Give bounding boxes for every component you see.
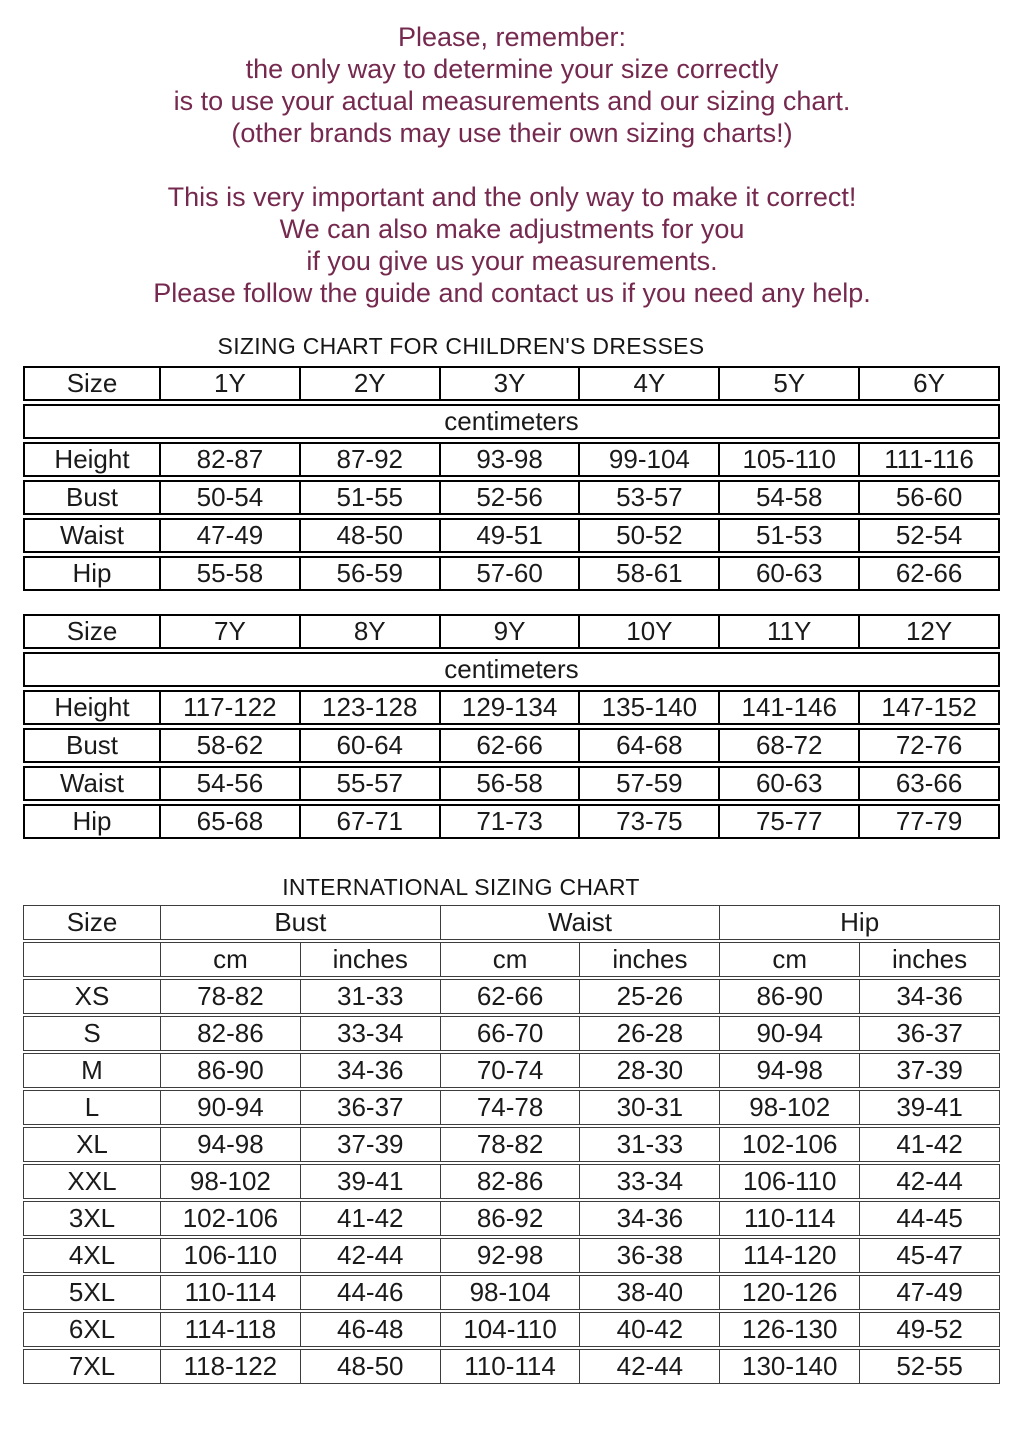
unit-header-cell: inches: [860, 942, 1000, 977]
value-cell: 63-66: [860, 766, 1000, 801]
row-label-cell: Hip: [23, 804, 161, 839]
col-header-cell: 8Y: [301, 614, 441, 649]
table-row: [23, 979, 1000, 1014]
value-cell: 57-59: [580, 766, 720, 801]
value-cell: 44-46: [301, 1275, 441, 1310]
value-cell: 86-92: [441, 1201, 581, 1236]
value-cell: 70-74: [441, 1053, 581, 1088]
unit-row: [23, 652, 1000, 687]
value-cell: 42-44: [301, 1238, 441, 1273]
unit-header-cell: cm: [720, 942, 860, 977]
value-cell: 129-134: [441, 690, 581, 725]
value-cell: 31-33: [580, 1127, 720, 1162]
value-cell: 26-28: [580, 1016, 720, 1051]
value-cell: 42-44: [860, 1164, 1000, 1199]
table-row: [23, 1312, 1000, 1347]
value-cell: 51-53: [720, 518, 860, 553]
value-cell: 98-102: [161, 1164, 301, 1199]
value-cell: 120-126: [720, 1275, 860, 1310]
value-cell: 34-36: [301, 1053, 441, 1088]
unit-row: [23, 404, 1000, 439]
value-cell: 110-114: [161, 1275, 301, 1310]
intro-line: the only way to determine your size correctly: [245, 54, 779, 84]
value-cell: 68-72: [720, 728, 860, 763]
value-cell: 55-58: [161, 556, 301, 591]
waist-group-header-cell: Waist: [441, 905, 721, 940]
table-row: [23, 480, 1000, 515]
value-cell: 71-73: [441, 804, 581, 839]
table-row: [23, 804, 1000, 839]
value-cell: 86-90: [720, 979, 860, 1014]
unit-header-cell: cm: [161, 942, 301, 977]
row-label-cell: Bust: [23, 728, 161, 763]
table-row: [23, 518, 1000, 553]
value-cell: 44-45: [860, 1201, 1000, 1236]
value-cell: 48-50: [301, 1349, 441, 1384]
value-cell: 98-102: [720, 1090, 860, 1125]
hip-group-header-cell: Hip: [720, 905, 1000, 940]
row-label-cell: Waist: [23, 518, 161, 553]
value-cell: 25-26: [580, 979, 720, 1014]
value-cell: 49-52: [860, 1312, 1000, 1347]
table-row: [23, 728, 1000, 763]
value-cell: 111-116: [860, 442, 1000, 477]
table-row: [23, 1016, 1000, 1051]
value-cell: 72-76: [860, 728, 1000, 763]
value-cell: 33-34: [580, 1164, 720, 1199]
value-cell: 58-61: [580, 556, 720, 591]
col-header-cell: 12Y: [860, 614, 1000, 649]
row-label-cell: XXL: [23, 1164, 161, 1199]
row-label-cell: 6XL: [23, 1312, 161, 1347]
value-cell: 102-106: [161, 1201, 301, 1236]
value-cell: 102-106: [720, 1127, 860, 1162]
value-cell: 82-86: [441, 1164, 581, 1199]
row-label-cell: XS: [23, 979, 161, 1014]
col-header-cell: 6Y: [860, 366, 1000, 401]
paragraph-gap: [0, 149, 1024, 181]
value-cell: 94-98: [720, 1053, 860, 1088]
value-cell: 60-64: [301, 728, 441, 763]
value-cell: 60-63: [720, 556, 860, 591]
table-row: [23, 1090, 1000, 1125]
table-row: [23, 1349, 1000, 1384]
table-row: [23, 556, 1000, 591]
value-cell: 106-110: [720, 1164, 860, 1199]
empty-cell: [23, 942, 161, 977]
row-label-cell: L: [23, 1090, 161, 1125]
value-cell: 54-56: [161, 766, 301, 801]
value-cell: 52-55: [860, 1349, 1000, 1384]
row-label-cell: Height: [23, 690, 161, 725]
value-cell: 33-34: [301, 1016, 441, 1051]
value-cell: 110-114: [441, 1349, 581, 1384]
value-cell: 87-92: [301, 442, 441, 477]
value-cell: 51-55: [301, 480, 441, 515]
table-row: [23, 1127, 1000, 1162]
value-cell: 141-146: [720, 690, 860, 725]
col-header-cell: 4Y: [580, 366, 720, 401]
col-header-cell: 10Y: [580, 614, 720, 649]
value-cell: 114-120: [720, 1238, 860, 1273]
col-header-cell: 7Y: [161, 614, 301, 649]
col-header-cell: 2Y: [301, 366, 441, 401]
intro-line: This is very important and the only way to make it correct!: [167, 182, 857, 212]
children-sizes-table-2: [23, 611, 1000, 842]
value-cell: 40-42: [580, 1312, 720, 1347]
value-cell: 36-37: [301, 1090, 441, 1125]
value-cell: 37-39: [301, 1127, 441, 1162]
value-cell: 56-58: [441, 766, 581, 801]
value-cell: 67-71: [301, 804, 441, 839]
intro-line: Please, remember:: [397, 22, 627, 52]
value-cell: 48-50: [301, 518, 441, 553]
value-cell: 82-87: [161, 442, 301, 477]
row-label-cell: Bust: [23, 480, 161, 515]
sub-header-row: [23, 942, 1000, 977]
value-cell: 78-82: [441, 1127, 581, 1162]
value-cell: 55-57: [301, 766, 441, 801]
size-label-cell: Size: [23, 905, 161, 940]
value-cell: 49-51: [441, 518, 581, 553]
unit-cell: centimeters: [23, 404, 1000, 439]
unit-header-cell: inches: [580, 942, 720, 977]
header-row: [23, 366, 1000, 401]
value-cell: 62-66: [441, 979, 581, 1014]
value-cell: 65-68: [161, 804, 301, 839]
value-cell: 106-110: [161, 1238, 301, 1273]
value-cell: 64-68: [580, 728, 720, 763]
value-cell: 53-57: [580, 480, 720, 515]
unit-header-cell: inches: [301, 942, 441, 977]
value-cell: 105-110: [720, 442, 860, 477]
header-row: [23, 905, 1000, 940]
row-label-cell: Waist: [23, 766, 161, 801]
table-row: [23, 1201, 1000, 1236]
row-label-cell: 3XL: [23, 1201, 161, 1236]
row-label-cell: Hip: [23, 556, 161, 591]
value-cell: 66-70: [441, 1016, 581, 1051]
value-cell: 52-54: [860, 518, 1000, 553]
value-cell: 30-31: [580, 1090, 720, 1125]
value-cell: 54-58: [720, 480, 860, 515]
value-cell: 56-59: [301, 556, 441, 591]
col-header-cell: 11Y: [720, 614, 860, 649]
value-cell: 58-62: [161, 728, 301, 763]
value-cell: 34-36: [860, 979, 1000, 1014]
table-row: [23, 1275, 1000, 1310]
value-cell: 99-104: [580, 442, 720, 477]
value-cell: 77-79: [860, 804, 1000, 839]
value-cell: 147-152: [860, 690, 1000, 725]
value-cell: 92-98: [441, 1238, 581, 1273]
value-cell: 114-118: [161, 1312, 301, 1347]
value-cell: 41-42: [860, 1127, 1000, 1162]
value-cell: 93-98: [441, 442, 581, 477]
international-sizes-table: [23, 903, 1000, 1386]
value-cell: 98-104: [441, 1275, 581, 1310]
value-cell: 94-98: [161, 1127, 301, 1162]
table-row: [23, 1238, 1000, 1273]
value-cell: 78-82: [161, 979, 301, 1014]
value-cell: 50-54: [161, 480, 301, 515]
row-label-cell: 5XL: [23, 1275, 161, 1310]
unit-cell: centimeters: [23, 652, 1000, 687]
value-cell: 75-77: [720, 804, 860, 839]
value-cell: 47-49: [161, 518, 301, 553]
value-cell: 74-78: [441, 1090, 581, 1125]
size-label-cell: Size: [23, 366, 161, 401]
unit-header-cell: cm: [441, 942, 581, 977]
value-cell: 46-48: [301, 1312, 441, 1347]
intro-line: is to use your actual measurements and our sizing chart.: [173, 86, 851, 116]
col-header-cell: 5Y: [720, 366, 860, 401]
row-label-cell: XL: [23, 1127, 161, 1162]
value-cell: 41-42: [301, 1201, 441, 1236]
value-cell: 130-140: [720, 1349, 860, 1384]
row-label-cell: M: [23, 1053, 161, 1088]
intro-text-block: [0, 0, 1024, 309]
value-cell: 28-30: [580, 1053, 720, 1088]
value-cell: 126-130: [720, 1312, 860, 1347]
value-cell: 118-122: [161, 1349, 301, 1384]
value-cell: 36-37: [860, 1016, 1000, 1051]
value-cell: 45-47: [860, 1238, 1000, 1273]
table-row: [23, 690, 1000, 725]
col-header-cell: 3Y: [441, 366, 581, 401]
children-sizes-table-1: [23, 363, 1000, 594]
value-cell: 47-49: [860, 1275, 1000, 1310]
value-cell: 31-33: [301, 979, 441, 1014]
children-chart-title: SIZING CHART FOR CHILDREN'S DRESSES: [217, 333, 705, 359]
value-cell: 117-122: [161, 690, 301, 725]
value-cell: 104-110: [441, 1312, 581, 1347]
value-cell: 38-40: [580, 1275, 720, 1310]
table-row: [23, 1164, 1000, 1199]
row-label-cell: S: [23, 1016, 161, 1051]
value-cell: 73-75: [580, 804, 720, 839]
value-cell: 62-66: [441, 728, 581, 763]
intro-line: if you give us your measurements.: [306, 246, 718, 276]
intro-line: Please follow the guide and contact us if you need any help.: [153, 278, 871, 308]
value-cell: 39-41: [301, 1164, 441, 1199]
bust-group-header-cell: Bust: [161, 905, 441, 940]
table-row: [23, 1053, 1000, 1088]
value-cell: 50-52: [580, 518, 720, 553]
value-cell: 34-36: [580, 1201, 720, 1236]
intro-line: We can also make adjustments for you: [279, 214, 745, 244]
value-cell: 42-44: [580, 1349, 720, 1384]
value-cell: 56-60: [860, 480, 1000, 515]
value-cell: 57-60: [441, 556, 581, 591]
col-header-cell: 1Y: [161, 366, 301, 401]
value-cell: 62-66: [860, 556, 1000, 591]
international-chart-title: INTERNATIONAL SIZING CHART: [282, 874, 640, 900]
value-cell: 90-94: [720, 1016, 860, 1051]
row-label-cell: 7XL: [23, 1349, 161, 1384]
value-cell: 86-90: [161, 1053, 301, 1088]
value-cell: 123-128: [301, 690, 441, 725]
value-cell: 37-39: [860, 1053, 1000, 1088]
value-cell: 90-94: [161, 1090, 301, 1125]
value-cell: 82-86: [161, 1016, 301, 1051]
row-label-cell: Height: [23, 442, 161, 477]
value-cell: 135-140: [580, 690, 720, 725]
value-cell: 60-63: [720, 766, 860, 801]
intro-line: (other brands may use their own sizing charts!): [231, 118, 793, 148]
row-label-cell: 4XL: [23, 1238, 161, 1273]
table-row: [23, 766, 1000, 801]
size-label-cell: Size: [23, 614, 161, 649]
value-cell: 39-41: [860, 1090, 1000, 1125]
header-row: [23, 614, 1000, 649]
col-header-cell: 9Y: [441, 614, 581, 649]
value-cell: 110-114: [720, 1201, 860, 1236]
value-cell: 52-56: [441, 480, 581, 515]
table-row: [23, 442, 1000, 477]
value-cell: 36-38: [580, 1238, 720, 1273]
